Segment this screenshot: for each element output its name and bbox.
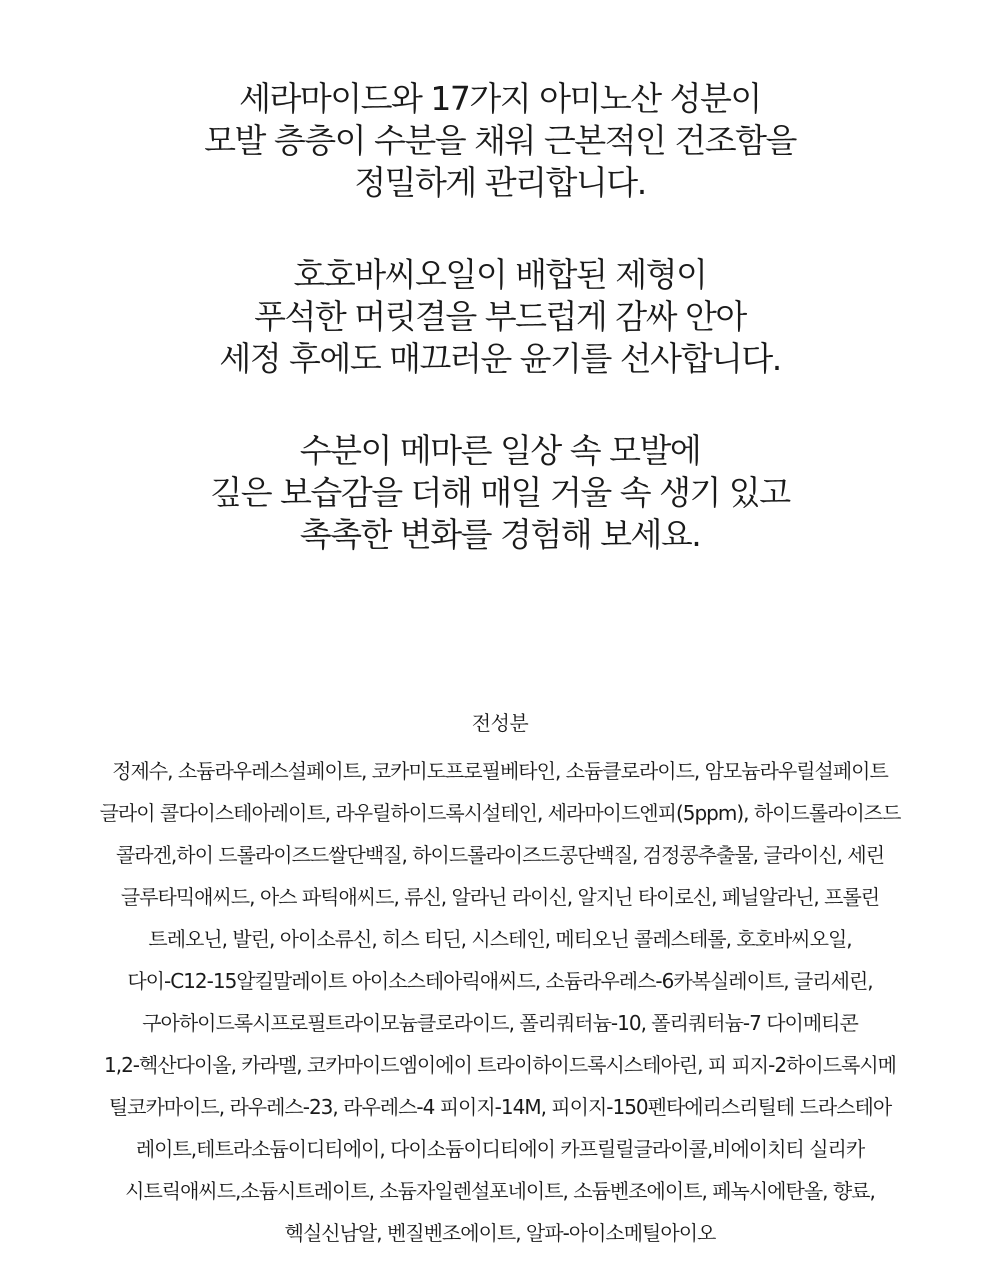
description-line: 푸석한 머릿결을 부드럽게 감싸 안아 — [254, 297, 746, 336]
description-line: 세정 후에도 매끄러운 윤기를 선사합니다. — [219, 339, 781, 378]
description-line: 세라마이드와 17가지 아미노산 성분이 — [239, 79, 761, 118]
description-line: 깊은 보습감을 더해 매일 거울 속 생기 있고 — [210, 473, 790, 512]
ingredients-line: 틸코카마이드, 라우레스-23, 라우레스-4 피이지-14M, 피이지-150펜타에리스리틸테 드라스테아 — [108, 1095, 892, 1119]
ingredients-line: 다이-C12-15알킬말레이트 아이소스테아릭애씨드, 소듐라우레스-6카복실레이트, 글리세린, — [127, 969, 873, 993]
ingredients-line: 콜라겐,하이 드롤라이즈드쌀단백질, 하이드롤라이즈드콩단백질, 검정콩추출물, 글라이신, 세린 — [115, 843, 885, 867]
description-line: 호호바씨오일이 배합된 제형이 — [293, 255, 707, 294]
ingredients-line: 트레오닌, 발린, 아이소류신, 히스 티딘, 시스테인, 메티오닌 콜레스테롤, 호호바씨오일, — [148, 927, 852, 951]
ingredients-heading: 전성분 — [471, 711, 529, 735]
description-paragraph-1 — [0, 78, 1000, 204]
ingredients-line: 구아하이드록시프로필트라이모늄클로라이드, 폴리쿼터늄-10, 폴리쿼터늄-7 다이메티콘 — [142, 1011, 858, 1035]
description-line: 정밀하게 관리합니다. — [354, 163, 646, 202]
ingredients-line: 헥실신남알, 벤질벤조에이트, 알파-아이소메틸아이오 — [284, 1221, 716, 1245]
description-line: 촉촉한 변화를 경험해 보세요. — [299, 515, 701, 554]
product-description — [0, 78, 1000, 606]
ingredients-line: 글라이 콜다이스테아레이트, 라우릴하이드록시설테인, 세라마이드엔피(5ppm), 하이드롤라이즈드 — [99, 801, 901, 825]
ingredients-line: 1,2-헥산다이올, 카라멜, 코카마이드엠이에이 트라이하이드록시스테아린, 피 피지-2하이드록시메 — [104, 1053, 896, 1077]
ingredients-section — [0, 708, 1000, 1254]
description-line: 수분이 메마른 일상 속 모발에 — [299, 431, 701, 470]
ingredients-line: 정제수, 소듐라우레스설페이트, 코카미도프로필베타인, 소듐클로라이드, 암모늄라우릴설페이트 — [112, 759, 888, 783]
description-line: 모발 층층이 수분을 채워 근본적인 건조함을 — [204, 121, 796, 160]
ingredients-line: 시트릭애씨드,소듐시트레이트, 소듐자일렌설포네이트, 소듐벤조에이트, 페녹시에탄올, 향료, — [125, 1179, 875, 1203]
description-paragraph-3 — [0, 430, 1000, 556]
ingredients-line: 레이트,테트라소듐이디티에이, 다이소듐이디티에이 카프릴릴글라이콜,비에이치티 실리카 — [135, 1137, 865, 1161]
description-paragraph-2 — [0, 254, 1000, 380]
ingredients-line: 글루타믹애씨드, 아스 파틱애씨드, 류신, 알라닌 라이신, 알지닌 타이로신, 페닐알라닌, 프롤린 — [120, 885, 880, 909]
